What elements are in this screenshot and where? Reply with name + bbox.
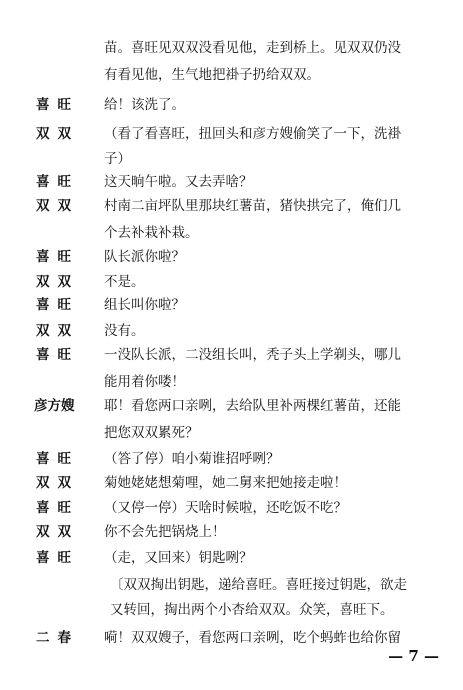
speaker-name: 二春	[36, 630, 79, 646]
dialogue-text: 组长叫你啦？	[104, 297, 185, 313]
dialogue-text: 耶！看您两口亲咧，去给队里补两棵红薯苗，还能	[104, 398, 401, 414]
dialogue-text: 又转回，掏出两个小杏给双双。众笑，喜旺下。	[110, 602, 394, 618]
script-line	[0, 221, 463, 245]
script-line	[0, 471, 463, 495]
speaker-name: 喜旺	[36, 347, 79, 363]
speaker-name: 双双	[36, 126, 79, 142]
speaker-name: 喜旺	[36, 249, 79, 265]
dialogue-text: 菊她姥姥想菊哩，她二舅来把她接走啦！	[104, 475, 347, 491]
dialogue-text: （答了停）咱小菊谁招呼咧？	[104, 451, 280, 467]
speaker-name: 喜旺	[36, 174, 79, 190]
script-line	[0, 319, 463, 343]
script-line	[0, 170, 463, 194]
speaker-name: 双双	[36, 323, 79, 339]
dialogue-text: 一没队长派，二没组长叫，秃子头上学剃头，哪儿	[104, 347, 401, 363]
script-line	[0, 343, 463, 367]
dialogue-text: 这天晌午啦。又去弄啥？	[104, 174, 253, 190]
script-line	[0, 546, 463, 570]
dialogue-text: 给！该洗了。	[104, 97, 185, 113]
dialogue-text: 苗。喜旺见双双没看见他，走到桥上。见双双仍没	[104, 40, 401, 56]
script-line	[0, 573, 463, 597]
speaker-name: 喜旺	[36, 550, 79, 566]
dialogue-text: （走，又回来）钥匙咧？	[104, 550, 253, 566]
script-line	[0, 421, 463, 445]
dialogue-text: 不是。	[104, 274, 145, 290]
script-line	[0, 370, 463, 394]
script-line	[0, 36, 463, 60]
speaker-name: 彦方嫂	[34, 398, 75, 414]
script-line	[0, 270, 463, 294]
dialogue-text: （看了看喜旺，扭回头和彦方嫂偷笑了一下，洗褂	[104, 126, 401, 142]
speaker-name: 喜旺	[36, 500, 79, 516]
script-line	[0, 63, 463, 87]
dialogue-text: 村南二亩坪队里那块红薯苗，猪快拱完了，俺们几	[104, 198, 401, 214]
speaker-name: 双双	[36, 524, 79, 540]
dialogue-text: 把您双双累死？	[104, 425, 199, 441]
script-line	[0, 520, 463, 544]
speaker-name: 双双	[36, 274, 79, 290]
script-line	[0, 293, 463, 317]
script-line	[0, 93, 463, 117]
speaker-name: 喜旺	[36, 451, 79, 467]
script-line	[0, 122, 463, 146]
dialogue-text: 个去补栽补栽。	[104, 225, 199, 241]
script-line	[0, 394, 463, 418]
dialogue-text: 队长派你啦？	[104, 249, 185, 265]
script-line	[0, 245, 463, 269]
speaker-name: 双双	[36, 475, 79, 491]
dialogue-text: 有看见他，生气地把褂子扔给双双。	[104, 67, 320, 83]
speaker-name: 喜旺	[36, 297, 79, 313]
dialogue-text: 嗬！双双嫂子，看您两口亲咧，吃个蚂蚱也给你留	[104, 630, 401, 646]
dialogue-text: 子）	[104, 151, 131, 167]
dialogue-text: 没有。	[104, 323, 145, 339]
speaker-name: 喜旺	[36, 97, 79, 113]
script-line	[0, 598, 463, 622]
dialogue-text: （又停一停）天啥时候啦，还吃饭不吃？	[104, 500, 347, 516]
script-line	[0, 447, 463, 471]
speaker-name: 双双	[36, 198, 79, 214]
script-line	[0, 194, 463, 218]
script-line	[0, 147, 463, 171]
script-line	[0, 496, 463, 520]
dialogue-text: 你不会先把锅烧上！	[104, 524, 226, 540]
page-number: — 7 —	[388, 647, 439, 665]
dialogue-text: 〔双双掏出钥匙，递给喜旺。喜旺接过钥匙，欲走	[110, 577, 407, 593]
dialogue-text: 能用着你喽！	[104, 374, 185, 390]
